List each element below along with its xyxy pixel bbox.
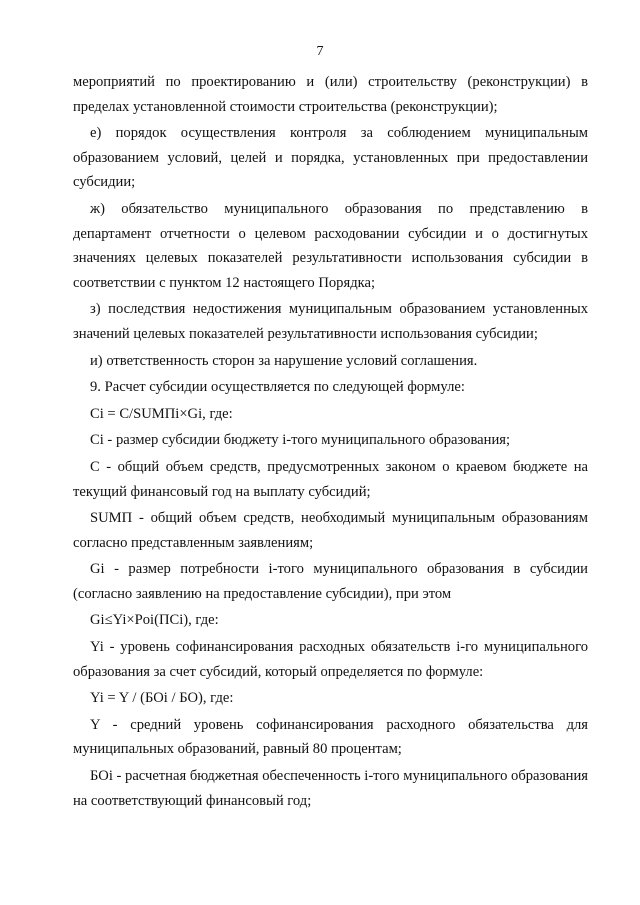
paragraph-item-i: и) ответственность сторон за нарушение условий соглашения. (90, 352, 478, 369)
formula-ci: Ci = C/SUMПi×Gi, где: (90, 405, 233, 422)
definition-yi: Yi - уровень софинансирования расходных обязательств i-го муниципального образования за счет субсидий, который определяется по формуле: (73, 639, 588, 680)
paragraph-item-zh: ж) обязательство муниципального образования по представлению в департамент отчетности о целевом расходовании субсидии и о достигнутых значениях целевых показателей результативности использования субсидии в соответствии с пунктом 12 настоящего Порядка; (73, 200, 588, 291)
paragraph-section-9: 9. Расчет субсидии осуществляется по следующей формуле: (90, 379, 465, 396)
definition-sump: SUMП - общий объем средств, необходимый муниципальным образованиям согласно представленным заявлениям; (73, 510, 588, 551)
page-number: 7 (316, 44, 324, 59)
definition-gi: Gi - размер потребности i-того муниципального образования в субсидии (согласно заявлению на предоставление субсидии), при этом (73, 561, 588, 602)
definition-c: С - общий объем средств, предусмотренных законом о краевом бюджете на текущий финансовый год на выплату субсидий; (73, 458, 588, 500)
paragraph-item-z: з) последствия недостижения муниципальным образованием установленных значений целевых показателей результативности использования субсидии; (73, 301, 588, 342)
definition-boi: БОi - расчетная бюджетная обеспеченность i-того муниципального образования на соответствующий финансовый год; (73, 768, 589, 809)
definition-ci: Ci - размер субсидии бюджету i-того муниципального образования; (90, 432, 511, 449)
formula-gi: Gi≤Yi×Poi(ПСi), где: (90, 612, 219, 629)
definition-y: Y - средний уровень софинансирования расходного обязательства для муниципальных образований, равный 80 процентам; (73, 716, 588, 758)
paragraph-continuation: мероприятий по проектированию и (или) строительству (реконструкции) в пределах установленной стоимости строительства (реконструкции); (73, 74, 588, 115)
paragraph-item-e: е) порядок осуществления контроля за соблюдением муниципальным образованием условий, целей и порядка, установленных при предоставлении субсидии; (73, 125, 588, 191)
document-body (73, 70, 588, 815)
formula-yi: Yi = Y / (БОi / БО), где: (90, 690, 234, 707)
